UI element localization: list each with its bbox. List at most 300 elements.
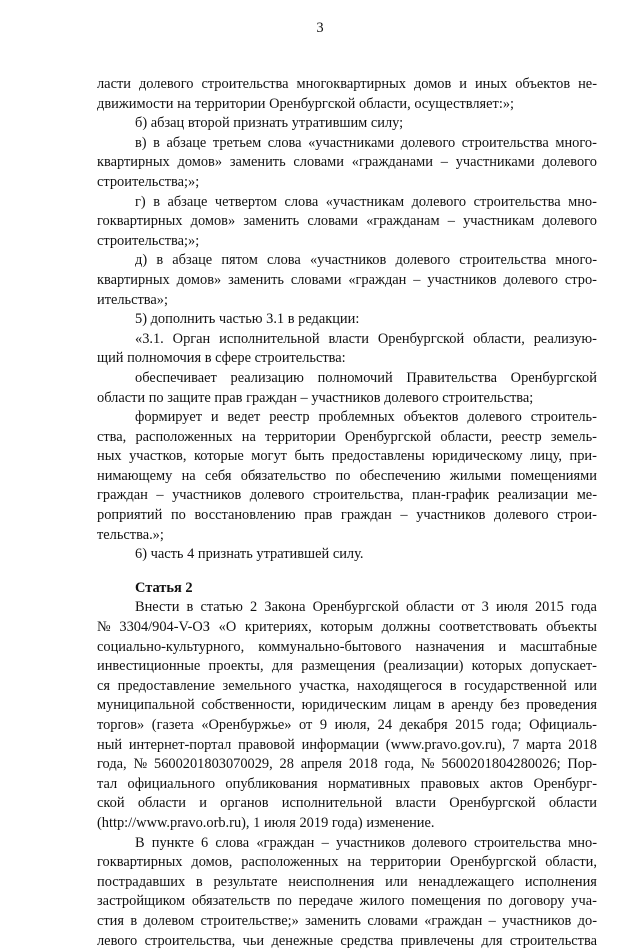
word: четвертом xyxy=(214,193,277,210)
word: реестр xyxy=(269,409,310,426)
text-line xyxy=(97,271,597,291)
word: (газета xyxy=(151,717,194,733)
word: утратившей xyxy=(256,546,330,563)
word: в xyxy=(156,252,164,269)
text-line xyxy=(97,134,597,154)
word: участков, xyxy=(129,448,187,465)
word: строительства, xyxy=(312,487,404,504)
word: долевого xyxy=(412,834,467,851)
word: строительства: xyxy=(254,350,346,367)
word: жилого xyxy=(359,893,405,910)
word: года, xyxy=(384,756,415,773)
text-line xyxy=(97,389,597,409)
word: чьи xyxy=(242,932,265,949)
word: на xyxy=(347,854,362,871)
word: ненадлежащего xyxy=(418,873,515,890)
word: прав xyxy=(304,507,333,524)
word: утратившим xyxy=(291,115,368,132)
word: Правительства xyxy=(406,369,497,386)
text-line xyxy=(97,251,597,271)
word: тельства.»; xyxy=(97,526,164,543)
word: области, xyxy=(359,95,411,112)
word: слова xyxy=(267,134,302,151)
word: марта xyxy=(526,736,562,753)
word: масштабные xyxy=(520,638,597,655)
word: часть xyxy=(150,546,184,563)
word: передаче xyxy=(298,893,353,910)
word: – xyxy=(488,912,496,929)
word: абзаце xyxy=(166,134,207,151)
word: – xyxy=(321,834,329,851)
word: объектов xyxy=(515,76,571,92)
word: допускает- xyxy=(530,658,597,675)
word: абзаце xyxy=(167,193,208,210)
word: слова xyxy=(215,834,250,851)
word: квартирных xyxy=(97,271,170,288)
word: себя xyxy=(204,467,232,484)
text-line xyxy=(97,330,597,350)
word: 1 xyxy=(253,814,261,831)
word: «граждан xyxy=(256,834,315,851)
word: участников xyxy=(172,487,242,504)
word: 3 xyxy=(481,599,489,616)
word: силу. xyxy=(332,546,364,563)
word: долевого xyxy=(503,271,558,288)
word: реестр xyxy=(501,428,542,445)
text-line xyxy=(97,428,597,448)
word: от xyxy=(461,599,475,616)
word: не- xyxy=(578,76,597,92)
word: и xyxy=(199,795,207,812)
word: гоквартирных xyxy=(97,213,183,230)
word: или xyxy=(385,873,408,890)
word: строительства, xyxy=(144,932,236,949)
word: 24 xyxy=(377,717,393,733)
word: в xyxy=(130,912,138,929)
word: и xyxy=(210,409,219,426)
word: быть xyxy=(294,448,325,465)
word: Оренбургской xyxy=(377,330,465,347)
word: полномочия xyxy=(127,350,202,367)
text-line xyxy=(97,212,597,232)
word: прав xyxy=(214,389,243,406)
text-line xyxy=(97,369,597,389)
word: помещениями xyxy=(510,467,597,484)
text-line xyxy=(97,75,597,95)
word: 2 xyxy=(250,599,258,616)
word: участниками xyxy=(455,154,535,171)
word: лицу, xyxy=(530,448,563,465)
word: назначения xyxy=(415,638,485,655)
document-body xyxy=(97,75,597,951)
word: ный xyxy=(97,736,123,753)
word: которых xyxy=(471,658,523,675)
word: интернет-портал xyxy=(128,736,232,753)
word: области, xyxy=(473,330,525,347)
text-line xyxy=(97,114,597,134)
word: д) xyxy=(135,252,148,269)
word: домов xyxy=(413,76,452,92)
text-line xyxy=(97,932,597,951)
word: области xyxy=(548,795,597,812)
word: долевого xyxy=(249,487,305,504)
word: органов xyxy=(220,795,269,812)
word: актов xyxy=(489,775,524,792)
word: на xyxy=(177,95,192,112)
word: на xyxy=(181,467,196,484)
word: ме- xyxy=(576,487,597,504)
word: формирует xyxy=(135,409,202,426)
word: слова xyxy=(284,193,319,210)
word: заменить xyxy=(305,912,361,929)
section-heading xyxy=(97,579,597,599)
word: сфере xyxy=(215,350,251,367)
word: Оренбургской xyxy=(449,795,536,812)
word: участников xyxy=(502,912,572,929)
text-line xyxy=(97,677,597,697)
word: области xyxy=(137,795,186,812)
word: заменить xyxy=(228,271,284,288)
word: ительства»; xyxy=(97,291,168,308)
word: долевого xyxy=(542,154,597,171)
text-line xyxy=(97,657,597,677)
word: иных xyxy=(474,76,508,92)
word: социально-культурного, xyxy=(97,638,245,655)
word: опубликования xyxy=(225,775,318,792)
word: застройщиком xyxy=(97,893,186,910)
word: 3.1 xyxy=(266,311,285,328)
word: осуществляет:»; xyxy=(414,95,515,112)
word: по xyxy=(335,467,351,484)
word: восстановлению xyxy=(194,507,296,524)
word: исполнительной xyxy=(219,330,320,347)
word: – xyxy=(400,507,408,524)
word: по xyxy=(487,893,503,910)
word: словами xyxy=(307,213,358,230)
text-line xyxy=(97,814,597,834)
word: без xyxy=(500,697,520,714)
text-line xyxy=(97,638,597,658)
word: строительства xyxy=(473,834,562,851)
word: многоквартирных xyxy=(296,76,406,92)
text-line xyxy=(97,618,597,638)
word: слова xyxy=(267,252,301,269)
word: мно- xyxy=(568,193,597,210)
text-line xyxy=(97,716,597,736)
word: граждан xyxy=(340,507,392,524)
text-line xyxy=(97,834,597,854)
word: земель- xyxy=(550,428,597,445)
word: словами xyxy=(367,912,418,929)
word: расположенных xyxy=(241,854,339,871)
word: участников xyxy=(427,271,497,288)
word: результате xyxy=(213,873,278,890)
word: Оренбург- xyxy=(533,775,597,792)
word: гоквартирных xyxy=(97,854,183,871)
text-line xyxy=(97,794,597,814)
text-line xyxy=(97,310,597,330)
word: правовых xyxy=(420,775,480,792)
word: расположенных xyxy=(135,428,233,445)
word: изменение. xyxy=(366,814,435,831)
word: участников xyxy=(335,834,406,851)
word: для xyxy=(481,932,503,949)
word: Закона xyxy=(264,599,306,616)
word: привлечены xyxy=(400,932,475,949)
word: аренду xyxy=(451,697,494,714)
word: жилыми xyxy=(449,467,502,484)
word: 4 xyxy=(187,546,195,563)
word: 28 xyxy=(279,756,294,773)
word: для xyxy=(271,658,293,675)
word: заменить xyxy=(243,213,300,230)
word: 9 xyxy=(319,717,328,733)
word: словами xyxy=(293,154,344,171)
word: территории xyxy=(265,428,336,445)
word: территории xyxy=(370,854,442,871)
word: муниципальной xyxy=(97,697,195,714)
word: и xyxy=(459,76,467,92)
word: проблемных xyxy=(318,409,395,426)
word: нормативных xyxy=(328,775,411,792)
word: строительства xyxy=(509,932,597,949)
word: июля xyxy=(263,814,296,831)
word: В xyxy=(135,834,145,851)
word: домов» xyxy=(190,213,236,230)
word: информации xyxy=(301,736,380,753)
word: обеспечивает xyxy=(135,369,217,386)
word: долевого xyxy=(395,252,451,269)
word: «О xyxy=(218,619,237,636)
word: абзаце xyxy=(172,252,213,269)
word: 7 xyxy=(512,736,520,753)
word: – xyxy=(300,389,308,406)
word: официального xyxy=(127,775,216,792)
word: исполнительной xyxy=(281,795,383,812)
word: от xyxy=(299,717,313,733)
word: по xyxy=(148,389,164,406)
word: дополнить xyxy=(150,311,216,328)
text-line xyxy=(97,349,597,369)
word: «участников xyxy=(309,252,387,269)
word: в) xyxy=(135,134,147,151)
word: третьем xyxy=(212,134,262,151)
word: юридическим xyxy=(301,697,387,714)
word: на xyxy=(241,428,256,445)
word: № xyxy=(133,756,148,773)
word: денежные xyxy=(271,932,334,949)
word: 2 xyxy=(185,579,193,596)
text-line xyxy=(97,173,597,193)
word: статью xyxy=(200,599,243,616)
word: в xyxy=(186,599,194,616)
word: стия xyxy=(97,912,124,929)
word: участникам xyxy=(463,213,535,230)
word: и xyxy=(498,638,507,655)
word: строительства; xyxy=(442,389,534,406)
word: г) xyxy=(135,193,146,210)
word: Оренбургской xyxy=(449,854,537,871)
word: 2018 xyxy=(348,756,378,773)
word: торгов» xyxy=(97,717,145,733)
word: Оренбургской xyxy=(312,599,399,616)
word: должны xyxy=(381,619,431,636)
text-line xyxy=(97,736,597,756)
text-line xyxy=(97,153,597,173)
word: предоставление xyxy=(117,677,215,694)
word: обеспечению xyxy=(359,467,441,484)
word: земельного xyxy=(222,677,292,694)
word: долевого xyxy=(494,507,549,524)
word: по xyxy=(276,893,292,910)
word: года; xyxy=(491,717,522,733)
word: 2015 xyxy=(455,717,484,733)
word: долевого xyxy=(411,193,467,210)
word: «3.1. xyxy=(135,330,164,347)
text-line xyxy=(97,232,597,252)
text-line xyxy=(97,873,597,893)
word: (http://www.pravo.orb.ru), xyxy=(97,814,250,831)
word: предоставлены xyxy=(331,448,425,465)
word: (реализации) xyxy=(383,658,464,675)
word: частью xyxy=(218,311,263,328)
word: редакции: xyxy=(298,311,360,328)
text-line xyxy=(97,598,597,618)
word: строительства;»; xyxy=(97,173,200,190)
word: квартирных xyxy=(97,154,170,171)
word: заменить xyxy=(229,154,286,171)
word: года xyxy=(570,599,597,616)
word: движимости xyxy=(97,95,174,112)
word: в xyxy=(195,873,203,890)
word: домов» xyxy=(176,271,222,288)
word: Оренбургской xyxy=(344,428,432,445)
text-line xyxy=(97,408,597,428)
word: правовой xyxy=(238,736,295,753)
word: долевого xyxy=(384,389,439,406)
word: ся xyxy=(97,677,111,694)
word: стро- xyxy=(564,271,597,288)
word: июля, xyxy=(334,717,371,733)
word: ской xyxy=(97,795,125,812)
word: строительства xyxy=(201,76,289,92)
word: Оренбургской xyxy=(510,369,597,386)
word: помещения xyxy=(411,893,481,910)
word: власти xyxy=(328,330,370,347)
word: юридическому xyxy=(432,448,523,465)
word: второй xyxy=(187,115,230,132)
word: объектов xyxy=(403,409,459,426)
word: признать xyxy=(233,115,289,132)
word: года, xyxy=(97,756,127,773)
word: Оренбургской xyxy=(269,95,356,112)
word: 5) xyxy=(135,311,147,328)
word: «гражданам xyxy=(366,213,440,230)
word: щий xyxy=(97,350,124,367)
word: Орган xyxy=(172,330,211,347)
word: – xyxy=(156,487,164,504)
text-line xyxy=(97,892,597,912)
word: средства xyxy=(340,932,394,949)
text-line xyxy=(97,291,597,311)
word: нимающему xyxy=(97,467,173,484)
word: до- xyxy=(577,912,597,929)
word: участников xyxy=(311,389,381,406)
word: «граждан xyxy=(424,912,483,929)
word: области, xyxy=(545,854,597,871)
word: обязательств xyxy=(191,893,271,910)
word: ных xyxy=(97,448,122,465)
word: б) xyxy=(135,115,148,132)
word: пятом xyxy=(221,252,258,269)
word: «участниками xyxy=(308,134,395,151)
word: словами xyxy=(290,271,342,288)
word: № xyxy=(97,619,111,636)
text-line xyxy=(97,526,597,546)
word: 2018 xyxy=(568,736,597,753)
word: собственности, xyxy=(201,697,295,714)
word: граждан xyxy=(246,389,297,406)
word: строи- xyxy=(557,507,597,524)
word: объекты xyxy=(546,619,597,636)
word: лицам xyxy=(393,697,432,714)
word: долевого xyxy=(542,213,597,230)
word: защите xyxy=(167,389,211,406)
word: уча- xyxy=(571,893,597,910)
word: ства, xyxy=(97,428,127,445)
word: или xyxy=(574,677,597,694)
word: в xyxy=(287,311,295,328)
word: пункте xyxy=(151,834,194,851)
word: апреля xyxy=(300,756,343,773)
word: коммунально-бытового xyxy=(258,638,402,655)
word: реализацию xyxy=(230,369,304,386)
word: силу; xyxy=(370,115,404,132)
word: «участникам xyxy=(325,193,405,210)
word: строительства xyxy=(473,193,561,210)
word: 3304/904-V-ОЗ xyxy=(119,619,210,636)
word: строительства xyxy=(461,134,549,151)
text-line xyxy=(97,912,597,932)
word: в xyxy=(449,677,457,694)
page-number: 3 xyxy=(316,20,324,36)
word: – xyxy=(413,271,421,288)
word: строительстве;» xyxy=(200,912,299,929)
text-line xyxy=(97,755,597,775)
word: исполнения xyxy=(524,873,597,890)
word: критериях, xyxy=(244,619,312,636)
word: при- xyxy=(569,448,597,465)
text-line xyxy=(97,853,597,873)
word: № xyxy=(420,756,435,773)
word: много- xyxy=(555,252,597,269)
word: абзац xyxy=(150,115,185,132)
word: строитель- xyxy=(530,409,597,426)
word: пострадавших xyxy=(97,873,186,890)
word: которым xyxy=(320,619,373,636)
word: в xyxy=(153,134,160,151)
word: Пор- xyxy=(567,756,597,773)
word: 2015 xyxy=(534,599,564,616)
word: признать xyxy=(197,546,253,563)
text-line xyxy=(97,696,597,716)
word: обязательство xyxy=(240,467,327,484)
word: территории xyxy=(194,95,266,112)
text-line xyxy=(97,193,597,213)
word: договору xyxy=(509,893,565,910)
word: 5600201804280026; xyxy=(441,756,561,773)
word: участка, xyxy=(299,677,350,694)
